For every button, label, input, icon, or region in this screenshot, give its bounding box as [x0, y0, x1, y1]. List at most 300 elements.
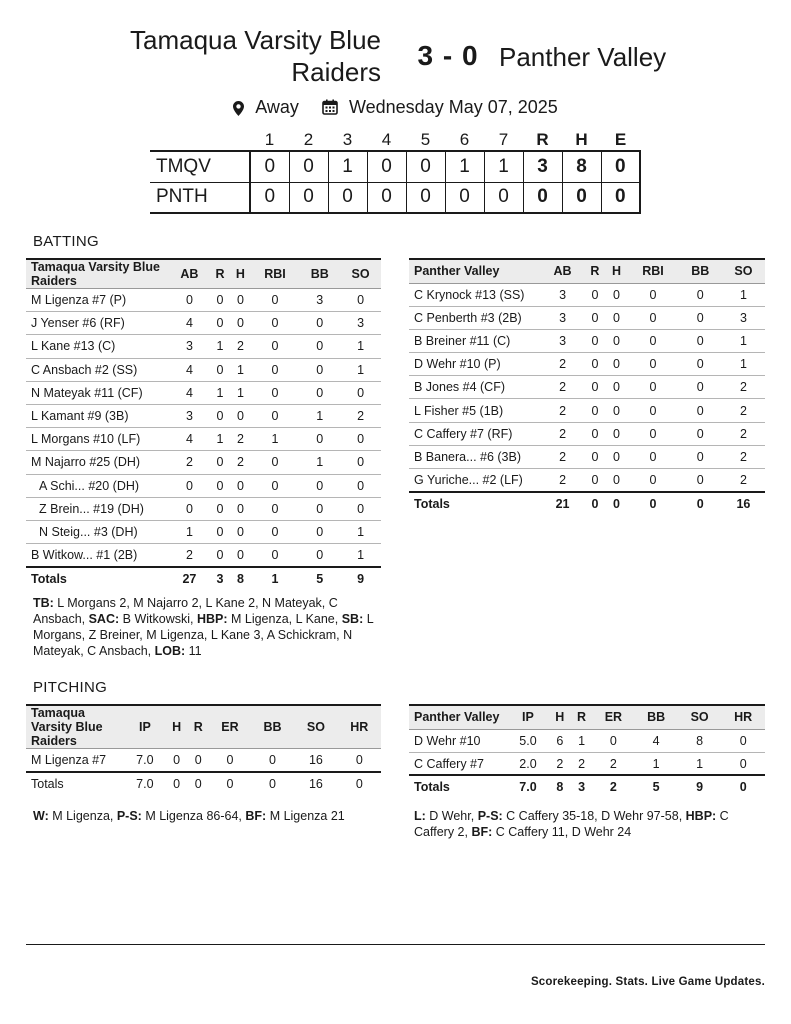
stat-cell: 0 — [606, 399, 628, 422]
hr-header: HR — [721, 705, 765, 729]
stat-cell: 2 — [541, 376, 584, 399]
errors-total: 0 — [601, 182, 640, 213]
stat-cell: 2 — [541, 399, 584, 422]
table-header-row — [26, 259, 381, 289]
stat-cell: 0 — [606, 492, 628, 515]
linescore-team: PNTH — [150, 182, 250, 213]
loss-text: D Wehr, — [425, 809, 478, 823]
stat-cell: 0 — [606, 329, 628, 352]
stat-cell: 0 — [299, 497, 340, 520]
stat-cell: 2 — [549, 752, 571, 775]
batting-section-title: BATTING — [33, 233, 99, 250]
ip-header: IP — [124, 705, 166, 749]
stat-cell: 0 — [299, 312, 340, 335]
hits-total: 8 — [562, 151, 601, 182]
r-header: R — [571, 705, 593, 729]
linescore-header-row — [150, 130, 640, 151]
stat-cell: 0 — [166, 749, 188, 772]
stat-cell: 0 — [299, 428, 340, 451]
stat-cell: 2 — [541, 353, 584, 376]
stat-cell: 0 — [584, 376, 606, 399]
stat-cell: 0 — [627, 445, 678, 468]
stat-cell: 0 — [251, 474, 300, 497]
rbi-header: RBI — [251, 259, 300, 289]
stat-cell: 1 — [210, 335, 230, 358]
inning-score: 1 — [445, 151, 484, 182]
stat-cell: 0 — [299, 544, 340, 567]
player-name: L Kane #13 (C) — [26, 335, 169, 358]
stat-cell: 7.0 — [507, 775, 549, 798]
stat-cell: 2 — [340, 404, 381, 427]
stat-cell: 0 — [606, 283, 628, 306]
inning-score: 0 — [445, 182, 484, 213]
totals-label: Totals — [26, 567, 169, 590]
inning-header: 5 — [420, 130, 431, 149]
stat-cell: 8 — [549, 775, 571, 798]
stat-cell: 0 — [210, 289, 230, 312]
stat-cell: 0 — [606, 306, 628, 329]
bf-label: BF: — [471, 825, 493, 839]
stat-cell: 0 — [679, 422, 722, 445]
so-header: SO — [722, 259, 765, 283]
player-name: C Ansbach #2 (SS) — [26, 358, 169, 381]
runs-header: R — [536, 130, 549, 149]
stat-cell: 0 — [169, 474, 210, 497]
stat-cell: 1 — [722, 329, 765, 352]
inning-header: 7 — [498, 130, 509, 149]
ab-header: AB — [541, 259, 584, 283]
hbp-label: HBP: — [196, 612, 228, 626]
stat-cell: 0 — [679, 353, 722, 376]
player-row — [409, 353, 765, 376]
bb-header: BB — [251, 705, 294, 749]
loss-label: L: — [414, 809, 426, 823]
runs-total: 0 — [523, 182, 562, 213]
stat-cell: 0 — [679, 329, 722, 352]
so-header: SO — [678, 705, 722, 729]
stat-cell: 2 — [722, 376, 765, 399]
player-row — [409, 729, 765, 752]
lob-text: 11 — [185, 644, 202, 658]
player-name: C Penberth #3 (2B) — [409, 306, 541, 329]
stat-cell: 1 — [722, 353, 765, 376]
stat-cell: 0 — [230, 520, 250, 543]
stat-cell: 3 — [541, 306, 584, 329]
player-row — [26, 497, 381, 520]
game-info — [0, 96, 791, 118]
stat-cell: 3 — [299, 289, 340, 312]
stat-cell: 2 — [571, 752, 593, 775]
totals-row — [26, 567, 381, 590]
stat-cell: 2 — [722, 445, 765, 468]
inning-score: 0 — [289, 151, 328, 182]
totals-row — [409, 492, 765, 515]
player-name: D Wehr #10 — [409, 729, 507, 752]
inning-header: 1 — [264, 130, 275, 149]
player-row — [26, 312, 381, 335]
stat-cell: 1 — [340, 335, 381, 358]
stat-cell: 0 — [251, 381, 300, 404]
sac-label: SAC: — [88, 612, 120, 626]
team-column-header: Tamaqua Varsity Blue Raiders — [26, 259, 169, 289]
sb-text: L Morgans, Z Breiner, M Ligenza, L Kane 3, A Schickram, N Mateyak, C Ansbach, — [33, 612, 374, 658]
stat-cell: 0 — [627, 422, 678, 445]
stat-cell: 7.0 — [124, 749, 166, 772]
stat-cell: 2 — [722, 422, 765, 445]
stat-cell: 0 — [627, 306, 678, 329]
stat-cell: 0 — [251, 335, 300, 358]
stat-cell: 0 — [627, 283, 678, 306]
stat-cell: 1 — [634, 752, 678, 775]
stat-cell: 0 — [627, 399, 678, 422]
player-row — [26, 428, 381, 451]
stat-cell: 0 — [606, 445, 628, 468]
stat-cell: 0 — [209, 749, 251, 772]
table-header-row — [26, 705, 381, 749]
linescore-row — [150, 182, 640, 213]
stat-cell: 2 — [722, 399, 765, 422]
player-name: M Ligenza #7 — [26, 749, 124, 772]
away-batting-table — [409, 258, 765, 515]
stat-cell: 2 — [169, 451, 210, 474]
stat-cell: 21 — [541, 492, 584, 515]
inning-score: 1 — [328, 151, 367, 182]
player-name: M Najarro #25 (DH) — [26, 451, 169, 474]
footer-divider — [26, 944, 765, 945]
inning-header: 4 — [381, 130, 392, 149]
inning-score: 0 — [289, 182, 328, 213]
player-row — [26, 520, 381, 543]
stat-cell: 6 — [549, 729, 571, 752]
stat-cell: 2.0 — [507, 752, 549, 775]
stat-cell: 3 — [169, 335, 210, 358]
stat-cell: 1 — [230, 358, 250, 381]
stat-cell: 1 — [230, 381, 250, 404]
stat-cell: 4 — [169, 358, 210, 381]
stat-cell: 0 — [340, 428, 381, 451]
stat-cell: 2 — [169, 544, 210, 567]
table-header-row — [409, 259, 765, 283]
player-row — [409, 752, 765, 775]
inning-header: 6 — [459, 130, 470, 149]
errors-total: 0 — [601, 151, 640, 182]
stat-cell: 0 — [584, 469, 606, 492]
stat-cell: 2 — [541, 422, 584, 445]
player-row — [26, 404, 381, 427]
hbp-text: C Caffery 2, — [414, 809, 729, 839]
so-header: SO — [340, 259, 381, 289]
stat-cell: 0 — [584, 353, 606, 376]
stat-cell: 0 — [230, 544, 250, 567]
player-name: B Jones #4 (CF) — [409, 376, 541, 399]
totals-row — [26, 772, 381, 795]
stat-cell: 3 — [722, 306, 765, 329]
stat-cell: 0 — [210, 474, 230, 497]
ab-header: AB — [169, 259, 210, 289]
stat-cell: 0 — [592, 729, 634, 752]
stat-cell: 0 — [299, 335, 340, 358]
stat-cell: 0 — [251, 520, 300, 543]
inning-score: 0 — [250, 151, 289, 182]
bb-header: BB — [679, 259, 722, 283]
stat-cell: 16 — [722, 492, 765, 515]
table-header-row — [409, 705, 765, 729]
stat-cell: 0 — [679, 306, 722, 329]
inning-score: 1 — [484, 151, 523, 182]
stat-cell: 0 — [340, 474, 381, 497]
stat-cell: 0 — [210, 544, 230, 567]
player-row — [26, 451, 381, 474]
player-row — [409, 329, 765, 352]
stat-cell: 2 — [230, 451, 250, 474]
stat-cell: 0 — [721, 775, 765, 798]
stat-cell: 7.0 — [124, 772, 166, 795]
sac-text: B Witkowski, — [119, 612, 197, 626]
totals-row — [409, 775, 765, 798]
stat-cell: 0 — [210, 520, 230, 543]
game-date: Wednesday May 07, 2025 — [348, 96, 558, 117]
stat-cell: 27 — [169, 567, 210, 590]
player-row — [409, 422, 765, 445]
away-pitching-notes — [414, 808, 769, 840]
stat-cell: 0 — [721, 729, 765, 752]
stat-cell: 3 — [210, 567, 230, 590]
stat-cell: 1 — [169, 520, 210, 543]
stat-cell: 5 — [634, 775, 678, 798]
r-header: R — [584, 259, 606, 283]
stat-cell: 0 — [679, 399, 722, 422]
stat-cell: 2 — [541, 469, 584, 492]
stat-cell: 1 — [340, 520, 381, 543]
stat-cell: 0 — [584, 445, 606, 468]
location-label: Away — [255, 96, 299, 117]
stat-cell: 0 — [210, 451, 230, 474]
r-header: R — [210, 259, 230, 289]
linescore-row — [150, 151, 640, 182]
stat-cell: 0 — [299, 381, 340, 404]
player-row — [26, 474, 381, 497]
team-column-header: Panther Valley — [409, 259, 541, 283]
home-pitching-table — [26, 704, 381, 795]
stat-cell: 2 — [592, 752, 634, 775]
stat-cell: 0 — [251, 312, 300, 335]
inning-header: 2 — [303, 130, 314, 149]
bb-header: BB — [634, 705, 678, 729]
h-header: H — [549, 705, 571, 729]
stat-cell: 3 — [571, 775, 593, 798]
stat-cell: 2 — [722, 469, 765, 492]
stat-cell: 0 — [251, 451, 300, 474]
player-row — [409, 283, 765, 306]
stat-cell: 1 — [251, 567, 300, 590]
player-row — [409, 399, 765, 422]
stat-cell: 0 — [210, 312, 230, 335]
stat-cell: 0 — [584, 422, 606, 445]
stat-cell: 0 — [627, 469, 678, 492]
player-name: N Mateyak #11 (CF) — [26, 381, 169, 404]
stat-cell: 4 — [169, 428, 210, 451]
lob-label: LOB: — [154, 644, 186, 658]
win-label: W: — [33, 809, 49, 823]
hits-header: H — [575, 130, 588, 149]
home-team-name: Tamaqua Varsity Blue Raiders — [130, 25, 381, 87]
bf-text: M Ligenza 21 — [266, 809, 345, 823]
home-pitching-notes — [33, 808, 388, 824]
pitching-section-title: PITCHING — [33, 679, 108, 696]
away-pitching-table — [409, 704, 765, 799]
stat-cell: 0 — [340, 497, 381, 520]
bf-text: C Caffery 11, D Wehr 24 — [492, 825, 632, 839]
stat-cell: 0 — [627, 492, 678, 515]
stat-cell: 1 — [340, 358, 381, 381]
stat-cell: 0 — [299, 520, 340, 543]
inning-score: 0 — [250, 182, 289, 213]
stat-cell: 0 — [166, 772, 188, 795]
calendar-icon — [322, 99, 338, 115]
stat-cell: 0 — [606, 376, 628, 399]
stat-cell: 0 — [210, 497, 230, 520]
er-header: ER — [209, 705, 251, 749]
hbp-label: HBP: — [685, 809, 717, 823]
stat-cell: 1 — [722, 283, 765, 306]
stat-cell: 3 — [541, 329, 584, 352]
stat-cell: 1 — [678, 752, 722, 775]
stat-cell: 8 — [678, 729, 722, 752]
linescore-table — [150, 130, 641, 214]
so-header: SO — [294, 705, 337, 749]
player-name: G Yuriche... #2 (LF) — [409, 469, 541, 492]
stat-cell: 0 — [679, 376, 722, 399]
stat-cell: 0 — [606, 469, 628, 492]
stat-cell: 0 — [679, 492, 722, 515]
player-name: D Wehr #10 (P) — [409, 353, 541, 376]
player-name: L Fisher #5 (1B) — [409, 399, 541, 422]
player-name: A Schi... #20 (DH) — [26, 474, 169, 497]
stat-cell: 0 — [340, 381, 381, 404]
hbp-text: M Ligenza, L Kane, — [227, 612, 342, 626]
totals-label: Totals — [409, 775, 507, 798]
hits-total: 0 — [562, 182, 601, 213]
player-name: L Kamant #9 (3B) — [26, 404, 169, 427]
player-row — [409, 376, 765, 399]
stat-cell: 0 — [230, 474, 250, 497]
stat-cell: 16 — [294, 749, 337, 772]
team-column-header: Tamaqua Varsity Blue Raiders — [26, 705, 124, 749]
stat-cell: 0 — [338, 749, 381, 772]
home-batting-table — [26, 258, 381, 590]
footer-tagline: Scorekeeping. Stats. Live Game Updates. — [530, 976, 765, 988]
map-pin-icon — [233, 100, 244, 115]
stat-cell: 0 — [251, 289, 300, 312]
player-name: M Ligenza #7 (P) — [26, 289, 169, 312]
stat-cell: 0 — [251, 749, 294, 772]
stat-cell: 9 — [678, 775, 722, 798]
errors-header: E — [614, 130, 627, 149]
stat-cell: 3 — [169, 404, 210, 427]
stat-cell: 0 — [679, 283, 722, 306]
hr-header: HR — [338, 705, 381, 749]
stat-cell: 0 — [584, 306, 606, 329]
stat-cell: 0 — [340, 451, 381, 474]
stat-cell: 0 — [299, 474, 340, 497]
inning-header: 3 — [342, 130, 353, 149]
stat-cell: 0 — [230, 312, 250, 335]
stat-cell: 4 — [169, 312, 210, 335]
tb-label: TB: — [33, 596, 54, 610]
h-header: H — [230, 259, 250, 289]
stat-cell: 3 — [541, 283, 584, 306]
stat-cell: 16 — [294, 772, 337, 795]
stat-cell: 0 — [584, 399, 606, 422]
inning-score: 0 — [328, 182, 367, 213]
stat-cell: 0 — [210, 404, 230, 427]
stat-cell: 4 — [169, 381, 210, 404]
player-row — [26, 289, 381, 312]
player-row — [409, 306, 765, 329]
stat-cell: 0 — [606, 422, 628, 445]
stat-cell: 5 — [299, 567, 340, 590]
stat-cell: 8 — [230, 567, 250, 590]
batting-notes — [33, 595, 378, 659]
player-name: B Banera... #6 (3B) — [409, 445, 541, 468]
stat-cell: 2 — [230, 428, 250, 451]
stat-cell: 0 — [251, 358, 300, 381]
stat-cell: 1 — [210, 428, 230, 451]
stat-cell: 1 — [571, 729, 593, 752]
stat-cell: 0 — [340, 289, 381, 312]
stat-cell: 2 — [230, 335, 250, 358]
h-header: H — [166, 705, 188, 749]
tb-text: L Morgans 2, M Najarro 2, L Kane 2, N Mateyak, C Ansbach, — [33, 596, 338, 626]
player-row — [26, 358, 381, 381]
runs-total: 3 — [523, 151, 562, 182]
bb-header: BB — [299, 259, 340, 289]
stat-cell: 9 — [340, 567, 381, 590]
bf-label: BF: — [245, 809, 267, 823]
stat-cell: 0 — [187, 772, 209, 795]
player-name: J Yenser #6 (RF) — [26, 312, 169, 335]
ip-header: IP — [507, 705, 549, 729]
player-name: N Steig... #3 (DH) — [26, 520, 169, 543]
game-score: 3 - 0 — [417, 40, 479, 71]
ps-label: P-S: — [477, 809, 503, 823]
stat-cell: 1 — [251, 428, 300, 451]
stat-cell: 0 — [338, 772, 381, 795]
ps-label: P-S: — [116, 809, 142, 823]
stat-cell: 0 — [210, 358, 230, 381]
player-row — [409, 445, 765, 468]
inning-score: 0 — [406, 151, 445, 182]
stat-cell: 0 — [721, 752, 765, 775]
sb-label: SB: — [341, 612, 364, 626]
stat-cell: 0 — [251, 772, 294, 795]
stat-cell: 0 — [627, 353, 678, 376]
stat-cell: 4 — [634, 729, 678, 752]
player-row — [26, 544, 381, 567]
stat-cell: 0 — [584, 329, 606, 352]
team-column-header: Panther Valley — [409, 705, 507, 729]
stat-cell: 2 — [592, 775, 634, 798]
stat-cell: 0 — [251, 497, 300, 520]
stat-cell: 0 — [230, 404, 250, 427]
stat-cell: 0 — [169, 497, 210, 520]
player-name: C Caffery #7 (RF) — [409, 422, 541, 445]
stat-cell: 0 — [209, 772, 251, 795]
player-row — [26, 381, 381, 404]
stat-cell: 1 — [340, 544, 381, 567]
rbi-header: RBI — [627, 259, 678, 283]
player-row — [409, 469, 765, 492]
